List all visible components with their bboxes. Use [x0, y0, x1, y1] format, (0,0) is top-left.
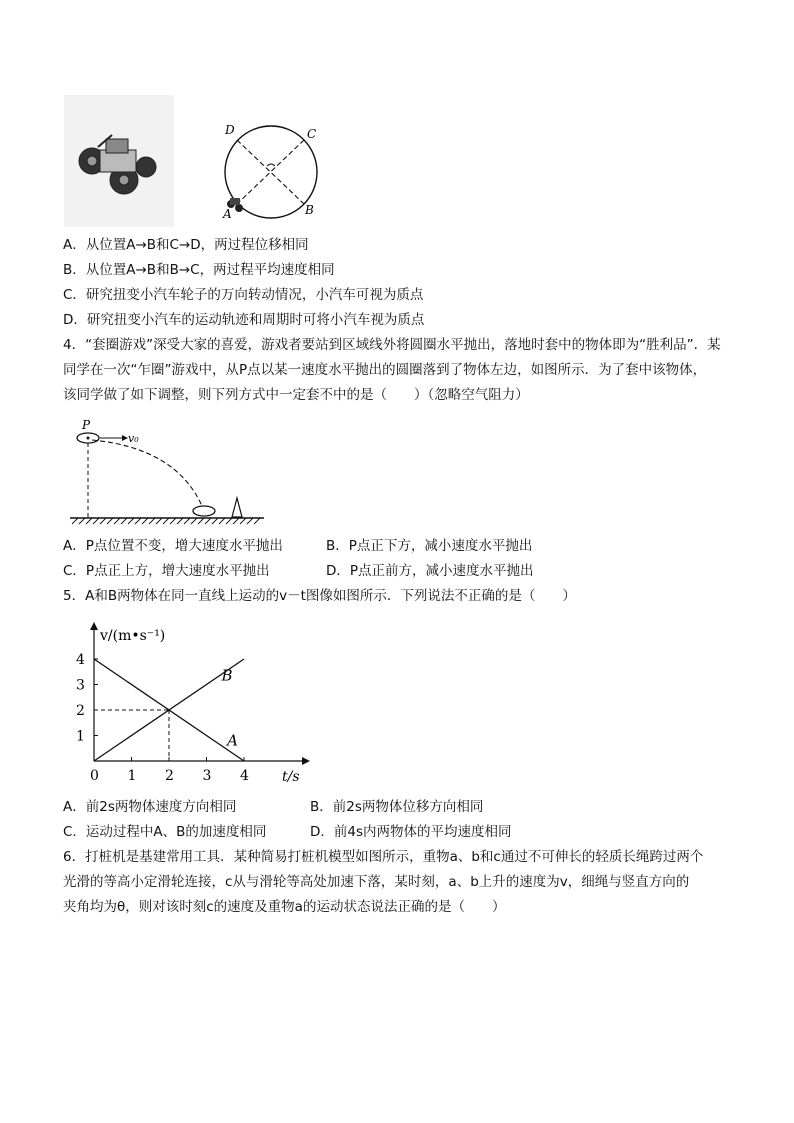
x-tick-label: 4 [240, 768, 249, 784]
q4-option-a: A．P点位置不变，增大速度水平抛出 [63, 538, 283, 554]
landed-ring [193, 506, 215, 516]
label-d: D [225, 123, 235, 137]
label-v0: v₀ [128, 432, 139, 445]
ground-hatching [72, 518, 260, 524]
y-axis-label: v/(m•s⁻¹) [100, 628, 166, 644]
x-axis-label: t/s [282, 769, 300, 785]
label-c: C [307, 127, 317, 141]
y-tick-label: 3 [76, 677, 85, 694]
label-p: P [82, 418, 91, 432]
y-axis-arrow [90, 622, 98, 630]
q3-option-c: C．研究扭变小汽车轮子的万向转动情况，小汽车可视为质点 [63, 287, 424, 303]
q3-option-d: D．研究扭变小汽车的运动轨迹和周期时可将小汽车视为质点 [63, 312, 425, 328]
target-object [232, 498, 242, 517]
q4-option-b: B．P点正下方，减小速度水平抛出 [326, 538, 533, 554]
q6-stem-line-2: 光滑的等高小定滑轮连接，c从与滑轮等高处加速下落，某时刻，a、b上升的速度为v，细绳与竖直方向的 [63, 874, 690, 890]
ring-toss-figure [66, 418, 271, 528]
vt-chart [70, 618, 320, 788]
x-tick-label: 2 [165, 768, 174, 784]
q4-stem-line-1: 4．“套圈游戏”深受大家的喜爱，游戏者要站到区域线外将圆圈水平抛出，落地时套中的物体即为“胜利品”．某 [63, 337, 721, 353]
q6-stem-line-3: 夹角均为θ，则对该时刻c的速度及重物a的运动状态说法正确的是（ ） [63, 899, 506, 915]
x-tick-label: 1 [127, 768, 137, 784]
label-a: A [223, 207, 232, 221]
dashed-trajectory [92, 440, 202, 506]
series-label-a: A [227, 731, 238, 750]
q5-option-a: A．前2s两物体速度方向相同 [63, 799, 237, 815]
q4-stem-line-2: 同学在一次“乍圈”游戏中，从P点以某一速度水平抛出的圆圈落到了物体左边，如图所示．为了套中该物体， [63, 362, 707, 378]
x-tick-label: 3 [202, 768, 212, 784]
q3-option-b: B．从位置A→B和B→C，两过程平均速度相同 [63, 262, 335, 278]
q3-option-a: A．从位置A→B和C→D，两过程位移相同 [63, 237, 309, 253]
y-tick-label: 4 [76, 652, 85, 668]
y-tick-label: 1 [76, 728, 85, 745]
label-b: B [305, 203, 314, 217]
dashed-diameter-ca [237, 140, 304, 204]
x-tick-label: 0 [90, 768, 99, 784]
q5-option-c: C．运动过程中A、B的加速度相同 [63, 824, 267, 840]
dashed-diameter-db [237, 140, 304, 204]
q5-stem: 5．A和B两物体在同一直线上运动的v－t图像如图所示．下列说法不正确的是（ ） [63, 588, 576, 604]
toy-car-photo [64, 95, 174, 227]
y-tick-label: 2 [76, 703, 85, 719]
q6-stem-line-1: 6．打桩机是基建常用工具．某种简易打桩机模型如图所示，重物a、b和c通过不可伸长的轻质长绳跨过两个 [63, 849, 704, 865]
x-axis-arrow [302, 757, 310, 765]
q4-option-d: D．P点正前方，减小速度水平抛出 [326, 563, 534, 579]
q4-option-c: C．P点正上方，增大速度水平抛出 [63, 563, 270, 579]
q5-option-b: B．前2s两物体位移方向相同 [310, 799, 484, 815]
q5-option-d: D．前4s内两物体的平均速度相同 [310, 824, 512, 840]
circle-track-figure [215, 118, 330, 223]
q4-stem-line-3: 该同学做了如下调整，则下列方式中一定套不中的是（ ）（忽略空气阻力） [63, 387, 529, 403]
series-label-b: B [221, 666, 233, 685]
